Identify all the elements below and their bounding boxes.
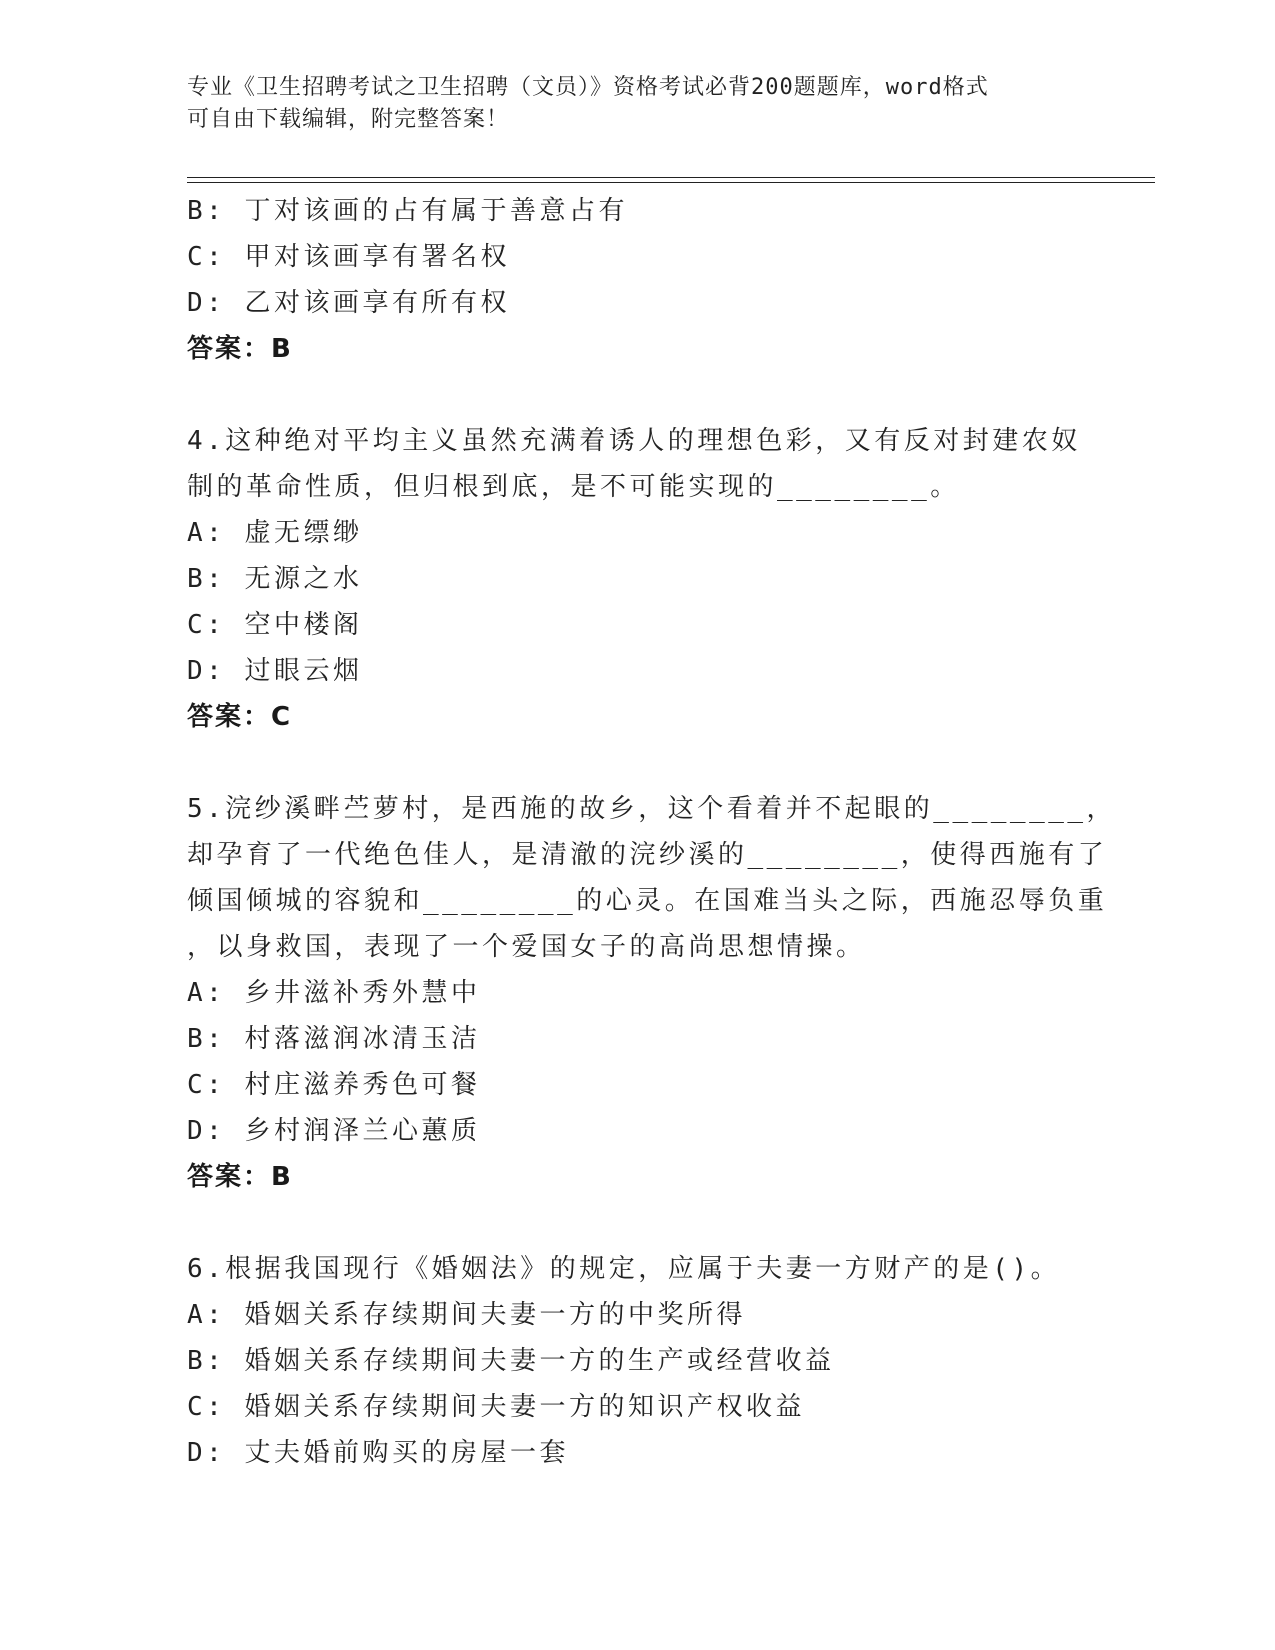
answer: 答案：B — [187, 1162, 293, 1192]
question-5 — [187, 786, 1117, 1200]
option-b: B: 无源之水 — [187, 564, 363, 594]
option-d: D: 乙对该画享有所有权 — [187, 288, 510, 318]
question-3-continued — [187, 188, 1087, 372]
option-d: D: 乡村润泽兰心蕙质 — [187, 1116, 481, 1146]
header-divider-top — [187, 177, 1155, 178]
option-b: B: 丁对该画的占有属于善意占有 — [187, 196, 628, 226]
header-divider-bottom — [187, 182, 1155, 183]
question-stem: 却孕育了一代绝色佳人，是清澈的浣纱溪的________，使得西施有了 — [187, 840, 1108, 870]
header-line-2: 可自由下载编辑，附完整答案！ — [187, 107, 510, 132]
option-a: A: 婚姻关系存续期间夫妻一方的中奖所得 — [187, 1300, 746, 1330]
question-6 — [187, 1246, 1087, 1476]
question-stem: 6.根据我国现行《婚姻法》的规定，应属于夫妻一方财产的是()。 — [187, 1254, 1061, 1284]
option-d: D: 丈夫婚前购买的房屋一套 — [187, 1438, 569, 1468]
option-c: C: 村庄滋养秀色可餐 — [187, 1070, 481, 1100]
option-b: B: 婚姻关系存续期间夫妻一方的生产或经营收益 — [187, 1346, 835, 1376]
question-stem: 5.浣纱溪畔苎萝村，是西施的故乡，这个看着并不起眼的________， — [187, 794, 1117, 824]
option-b: B: 村落滋润冰清玉洁 — [187, 1024, 481, 1054]
option-c: C: 甲对该画享有署名权 — [187, 242, 510, 272]
question-stem: 制的革命性质，但归根到底，是不可能实现的________。 — [187, 472, 960, 502]
option-d: D: 过眼云烟 — [187, 656, 363, 686]
option-a: A: 乡井滋补秀外慧中 — [187, 978, 481, 1008]
spacer — [187, 1200, 1087, 1246]
option-a: A: 虚无缥缈 — [187, 518, 363, 548]
answer: 答案：C — [187, 702, 293, 732]
document-header — [187, 72, 1077, 136]
option-c: C: 空中楼阁 — [187, 610, 363, 640]
question-list — [187, 188, 1117, 1476]
question-stem: ，以身救国，表现了一个爱国女子的高尚思想情操。 — [187, 932, 866, 962]
answer: 答案：B — [187, 334, 293, 364]
question-4 — [187, 418, 1087, 740]
spacer — [187, 740, 1087, 786]
question-stem: 4.这种绝对平均主义虽然充满着诱人的理想色彩，又有反对封建农奴 — [187, 426, 1081, 456]
spacer — [187, 372, 1087, 418]
question-stem: 倾国倾城的容貌和________的心灵。在国难当头之际，西施忍辱负重 — [187, 886, 1108, 916]
option-c: C: 婚姻关系存续期间夫妻一方的知识产权收益 — [187, 1392, 805, 1422]
header-line-1: 专业《卫生招聘考试之卫生招聘（文员）》资格考试必背200题题库，word格式 — [187, 75, 989, 100]
